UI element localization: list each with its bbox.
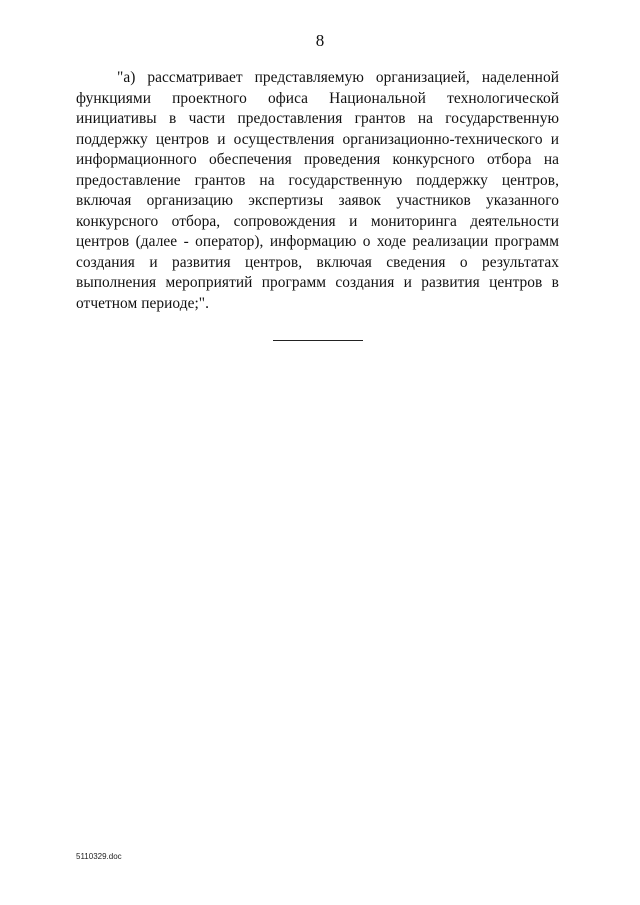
body-paragraph: "а) рассматривает представляемую организацией, наделенной функциями проектного офиса Национальной технологической инициативы в части предоставления грантов на государственную поддержку центров и осуществления организационно-технического и информационного обеспечения проведения конкурсного отбора на предоставление грантов на государственную поддержку центров, включая организацию экспертизы заявок участников указанного конкурсного отбора, сопровождения и мониторинга деятельности центров (далее - оператор), информацию о ходе реализации программ создания и развития центров, включая сведения о результатах выполнения мероприятий программ создания и развития центров в отчетном периоде;". <box>76 69 559 312</box>
page-number: 8 <box>315 31 325 50</box>
footer-document-code: 5110329.doc <box>76 852 122 861</box>
separator-line <box>273 340 363 341</box>
